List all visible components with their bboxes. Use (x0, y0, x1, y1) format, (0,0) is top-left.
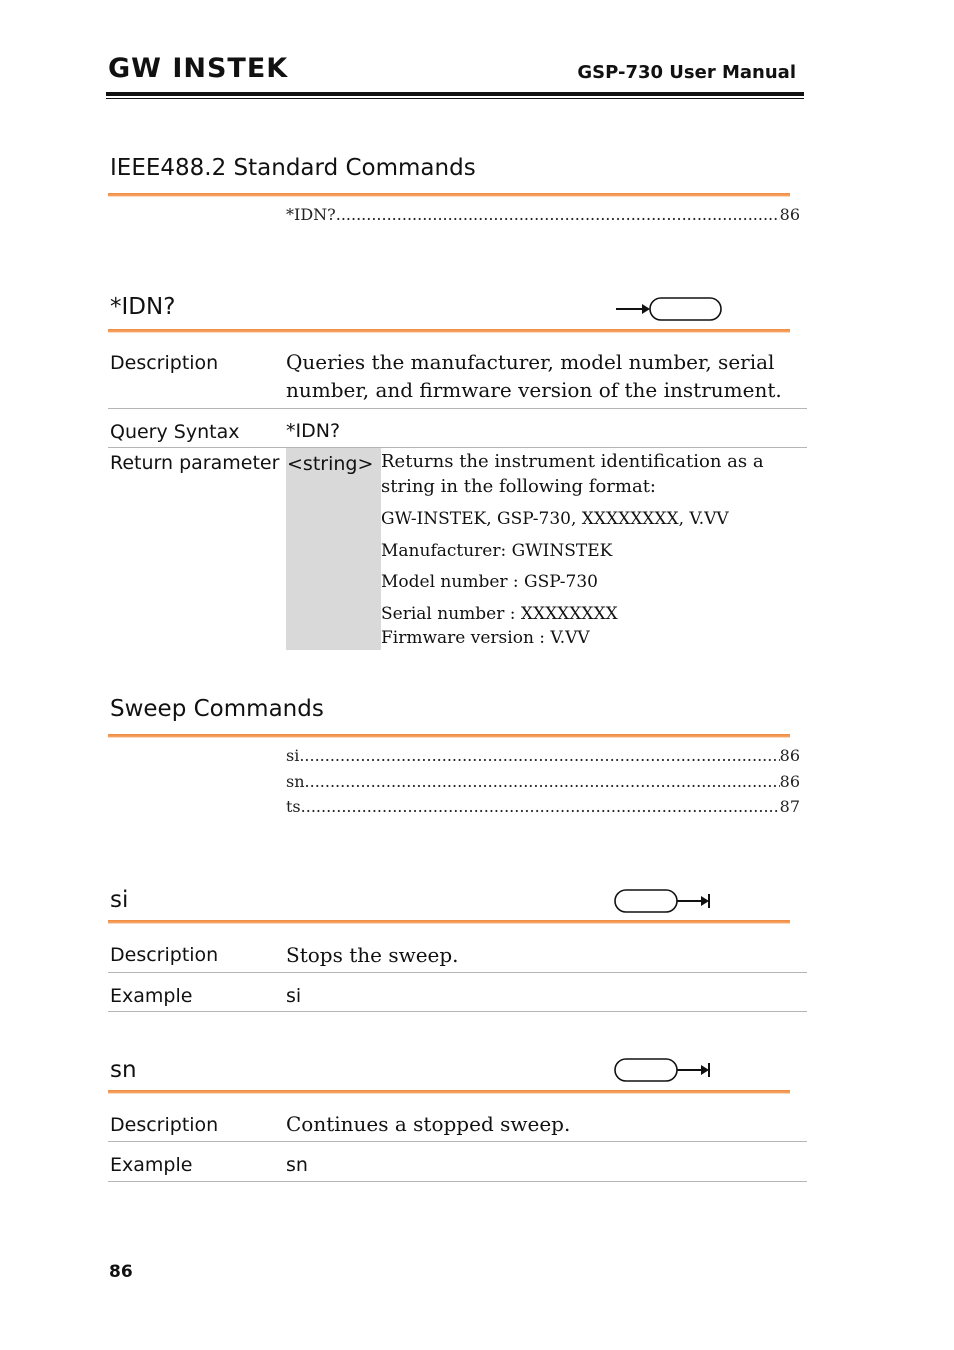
section-heading-ieee: IEEE488.2 Standard Commands (110, 155, 476, 181)
parameter-description-line2: string in the following format: (381, 476, 656, 497)
example-label: Example (110, 985, 193, 1007)
toc-leader (299, 746, 779, 766)
model-field: Model number : GSP-730 (381, 572, 598, 592)
toc-entry-si[interactable] (286, 746, 800, 766)
command-heading-idn: *IDN? (110, 294, 176, 320)
query-arrow-icon (614, 296, 724, 322)
description-label: Description (110, 1114, 219, 1136)
section-rule (108, 920, 790, 924)
toc-page: 86 (779, 746, 800, 765)
toc-leader (301, 797, 780, 817)
toc-label: *IDN? (286, 205, 336, 224)
description-text: Continues a stopped sweep. (286, 1112, 571, 1136)
manual-title: GSP-730 User Manual (577, 62, 796, 83)
toc-page: 86 (779, 772, 800, 791)
row-divider (108, 408, 807, 409)
return-format: GW-INSTEK, GSP-730, XXXXXXXX, V.VV (381, 509, 729, 529)
description-label: Description (110, 944, 219, 966)
section-rule (108, 1090, 790, 1094)
row-divider (108, 972, 807, 973)
toc-leader (305, 772, 780, 792)
toc-entry-sn[interactable] (286, 772, 800, 792)
row-divider (108, 1181, 807, 1182)
return-parameter-label: Return parameter (110, 452, 280, 474)
page-number: 86 (109, 1262, 133, 1282)
toc-entry-ts[interactable] (286, 797, 800, 817)
command-heading-sn: sn (110, 1057, 137, 1083)
description-text: Stops the sweep. (286, 943, 459, 967)
row-divider (108, 1141, 807, 1142)
gwinstek-logo: GW INSTEK (108, 53, 289, 84)
parameter-name-cell (286, 448, 381, 650)
command-heading-si: si (110, 887, 129, 913)
example-label: Example (110, 1154, 193, 1176)
header-divider-thin (106, 98, 804, 99)
example-value: si (286, 985, 302, 1007)
description-text-line1: Queries the manufacturer, model number, serial (286, 350, 775, 374)
description-label: Description (110, 352, 219, 374)
section-rule (108, 734, 790, 738)
row-divider (108, 447, 807, 448)
manufacturer-field: Manufacturer: GWINSTEK (381, 541, 613, 561)
parameter-name: <string> (287, 453, 374, 475)
toc-leader (336, 205, 780, 225)
set-arrow-icon (613, 888, 713, 914)
section-rule (108, 329, 790, 333)
header-divider (106, 92, 804, 96)
firmware-field: Firmware version : V.VV (381, 628, 590, 648)
toc-page: 87 (779, 797, 800, 816)
toc-label: ts (286, 797, 301, 816)
toc-page: 86 (779, 205, 800, 224)
section-rule (108, 193, 790, 197)
toc-label: si (286, 746, 300, 765)
query-syntax-label: Query Syntax (110, 421, 240, 443)
section-heading-sweep: Sweep Commands (110, 696, 324, 722)
toc-entry-idn[interactable] (286, 205, 800, 225)
parameter-description-line1: Returns the instrument identification as a (381, 451, 764, 472)
set-arrow-icon (613, 1057, 713, 1083)
row-divider (108, 1011, 807, 1012)
query-syntax-value: *IDN? (286, 420, 341, 442)
toc-label: sn (286, 772, 305, 791)
description-text-line2: number, and firmware version of the instrument. (286, 378, 782, 402)
serial-field: Serial number : XXXXXXXX (381, 604, 618, 624)
example-value: sn (286, 1154, 308, 1176)
